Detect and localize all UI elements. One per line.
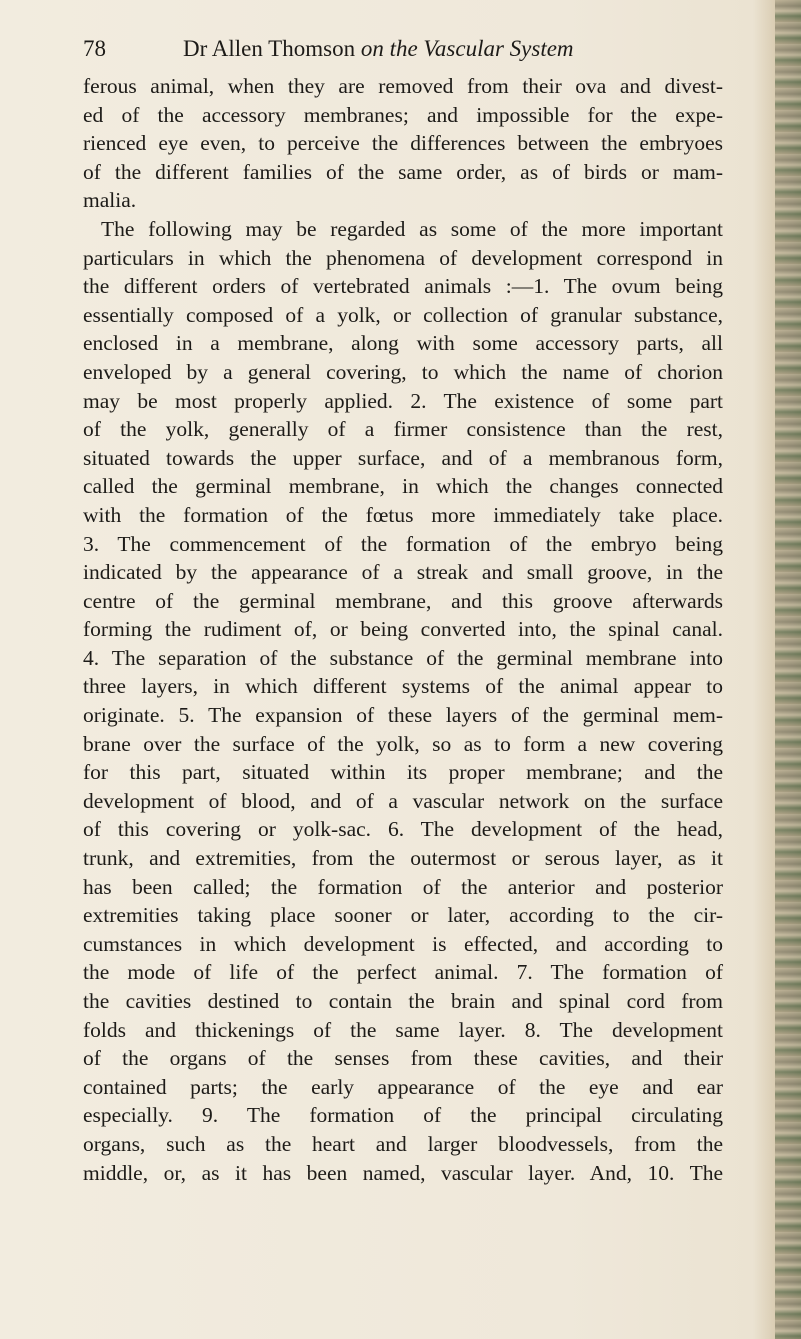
text-line: of the yolk, generally of a firmer consistence than the rest, — [83, 417, 723, 442]
text-line: cumstances in which development is effected, and according to — [83, 931, 723, 956]
text-line: centre of the germinal membrane, and this groove afterwards — [83, 588, 723, 613]
text-line: indicated by the appearance of a streak and small groove, in the — [83, 560, 723, 585]
text-line: The following may be regarded as some of the more important — [101, 216, 723, 241]
text-line: may be most properly applied. 2. The existence of some part — [83, 388, 723, 413]
text-line: development of blood, and of a vascular network on the surface — [83, 788, 723, 813]
text-line: middle, or, as it has been named, vascular layer. And, 10. The — [83, 1160, 723, 1185]
text-line: three layers, in which different systems of the animal appear to — [83, 674, 723, 699]
text-line: 3. The commencement of the formation of the embryo being — [83, 531, 723, 556]
text-line: especially. 9. The formation of the principal circulating — [83, 1103, 723, 1128]
text-line: rienced eye even, to perceive the differences between the embryoes — [83, 131, 723, 156]
text-line: of this covering or yolk-sac. 6. The development of the head, — [83, 817, 723, 842]
text-line: situated towards the upper surface, and of a membranous form, — [83, 445, 723, 470]
text-line: essentially composed of a yolk, or collection of granular substance, — [83, 302, 723, 327]
text-line: organs, such as the heart and larger bloodvessels, from the — [83, 1131, 723, 1156]
running-head-title: the Vascular System — [389, 36, 574, 61]
page-number: 78 — [83, 36, 106, 61]
text-line: 4. The separation of the substance of the germinal membrane into — [83, 645, 723, 670]
text-line: with the formation of the fœtus more immediately take place. — [83, 502, 723, 527]
running-head-author: Dr Allen Thomson — [183, 36, 356, 61]
text-line: ed of the accessory membranes; and impossible for the expe- — [83, 102, 723, 127]
text-line: enveloped by a general covering, to which the name of chorion — [83, 359, 723, 384]
text-line: trunk, and extremities, from the outermost or serous layer, as it — [83, 846, 723, 871]
text-line: extremities taking place sooner or later, according to the cir- — [83, 903, 723, 928]
text-line: for this part, situated within its proper membrane; and the — [83, 760, 723, 785]
text-line: the different orders of vertebrated animals :—1. The ovum being — [83, 274, 723, 299]
text-line: contained parts; the early appearance of the eye and ear — [83, 1074, 723, 1099]
text-line: forming the rudiment of, or being converted into, the spinal canal. — [83, 617, 723, 642]
text-line: the mode of life of the perfect animal. 7. The formation of — [83, 960, 723, 985]
text-line: particulars in which the phenomena of development correspond in — [83, 245, 723, 270]
text-line: brane over the surface of the yolk, so as to form a new covering — [83, 731, 723, 756]
running-head-title-prefix: on — [360, 36, 384, 61]
page-edge-shadow — [775, 0, 801, 1339]
text-line: of the different families of the same order, as of birds or mam- — [83, 159, 723, 184]
text-line: the cavities destined to contain the brain and spinal cord from — [83, 989, 723, 1013]
text-line: folds and thickenings of the same layer. 8. The development — [83, 1017, 723, 1042]
page-header — [83, 34, 723, 64]
body-text — [83, 72, 723, 1187]
text-line: originate. 5. The expansion of these layers of the germinal mem- — [83, 703, 723, 728]
text-line: enclosed in a membrane, along with some accessory parts, all — [83, 331, 723, 356]
running-head — [183, 34, 574, 64]
text-line: of the organs of the senses from these cavities, and their — [83, 1046, 723, 1071]
text-line: called the germinal membrane, in which the changes connected — [83, 474, 723, 499]
text-line: has been called; the formation of the anterior and posterior — [83, 874, 723, 899]
text-line: ferous animal, when they are removed from their ova and divest- — [83, 74, 723, 98]
text-line: malia. — [83, 188, 137, 213]
